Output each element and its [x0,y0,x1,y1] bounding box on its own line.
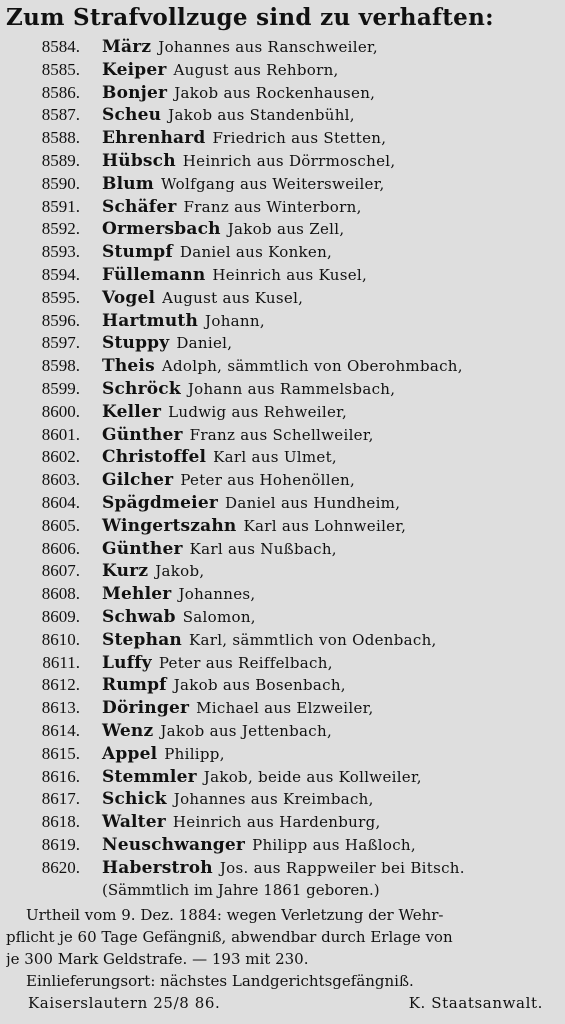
list-item [6,515,557,538]
entry-number: 8613. [41,698,80,718]
entry-details: Adolph, sämmtlich von Oberohmbach, [161,357,463,376]
entry-number: 8600. [41,401,80,421]
entry-details: August aus Kusel, [162,288,304,307]
entry-surname: Stemmler [102,766,197,787]
list-item [6,173,557,196]
entry-number: 8598. [41,356,80,376]
entry-surname: Hartmuth [102,310,199,331]
entry-number: 8593. [41,242,80,262]
entry-details: Jos. aus Rappweiler bei Bitsch. [219,858,465,877]
entry-surname: Schwab [102,606,176,627]
entry-number: 8585. [41,59,80,79]
entry-number: 8584. [41,37,80,56]
entry-number: 8608. [41,584,80,604]
entry-details: Daniel aus Konken, [179,243,333,262]
entry-details: Franz aus Winterborn, [183,197,362,216]
entry-surname: Bonjer [102,82,168,103]
list-item [6,150,557,173]
entry-details: August aus Rehborn, [173,60,339,79]
entry-surname: Luffy [102,652,152,673]
entry-surname: Theis [102,356,155,377]
entry-number: 8599. [41,378,80,398]
entry-surname: Mehler [102,584,172,605]
entry-surname: Schick [102,789,167,810]
entry-number: 8601. [41,424,80,444]
entry-surname: Günther [102,538,183,559]
entry-surname: Döringer [102,698,190,719]
entry-details: Heinrich aus Hardenburg, [172,813,381,832]
entry-details: Salomon, [182,607,256,626]
list-item [6,36,557,59]
entry-number: 8607. [41,561,80,581]
entry-number: 8588. [41,128,80,148]
list-item [6,834,557,857]
entry-surname: Wenz [102,720,154,741]
entry-number: 8591. [41,196,80,216]
entry-surname: Rumpf [102,675,167,696]
entry-surname: Schäfer [102,196,177,217]
list-item [6,241,557,264]
entry-number: 8594. [41,264,80,284]
entry-surname: Kurz [102,561,149,582]
list-item [6,606,557,629]
list-item [6,811,557,834]
entry-surname: Stumpf [102,242,173,263]
entry-details: Karl aus Lohnweiler, [243,516,407,535]
verdict-paragraph [6,904,557,992]
entry-number: 8612. [41,675,80,695]
entry-details: Johann, [205,311,265,330]
list-item [6,560,557,583]
list-item [6,196,557,219]
entry-number: 8602. [41,447,80,467]
birth-year-note: (Sämmtlich im Jahre 1861 geboren.) [102,881,380,900]
entry-number: 8603. [41,470,80,490]
entry-surname: Walter [102,812,166,833]
list-item [6,583,557,606]
entry-surname: Stephan [102,629,182,650]
list-item [6,697,557,720]
list-item [6,469,557,492]
entry-details: Daniel aus Hundheim, [225,493,401,512]
entry-details: Jakob, [155,562,205,581]
entry-surname: Keiper [102,59,167,80]
list-item [6,629,557,652]
entry-surname: März [102,37,152,57]
entry-surname: Keller [102,401,162,422]
entry-surname: Füllemann [102,264,206,285]
authority: K. Staatsanwalt. [408,994,543,1013]
verdict-line-3: je 300 Mark Geldstrafe. — 193 mit 230. [6,950,309,969]
entry-surname: Spägdmeier [102,492,218,513]
entry-details: Karl aus Nußbach, [189,539,337,558]
entry-surname: Blum [102,173,154,194]
entry-number: 8586. [41,82,80,102]
entry-surname: Appel [102,743,158,764]
entry-details: Heinrich aus Dörrmoschel, [182,151,396,170]
list-item [6,857,557,880]
entry-details: Peter aus Reiffelbach, [158,653,333,672]
entry-number: 8604. [41,492,80,512]
entry-details: Karl, sämmtlich von Odenbach, [188,630,437,649]
list-item [6,127,557,150]
list-item [6,218,557,241]
entry-surname: Wingertszahn [102,515,237,536]
list-item [6,766,557,789]
entry-details: Jakob aus Zell, [227,220,345,239]
entry-number: 8609. [41,606,80,626]
entry-surname: Ehrenhard [102,128,206,149]
entry-number: 8614. [41,720,80,740]
entry-surname: Gilcher [102,470,174,491]
list-item [6,424,557,447]
entry-surname: Haberstroh [102,857,213,878]
entry-number: 8611. [42,652,80,672]
entry-surname: Vogel [102,287,156,308]
entry-number: 8616. [41,766,80,786]
entry-surname: Ormersbach [102,219,221,240]
entry-details: Johannes, [178,585,256,604]
list-item [6,82,557,105]
entry-surname: Neuschwanger [102,834,246,855]
entry-details: Johannes aus Kreimbach, [173,790,374,809]
entry-number: 8587. [41,105,80,125]
entry-details: Philipp aus Haßloch, [252,835,416,854]
entry-surname: Schröck [102,378,181,399]
entry-details: Jakob, beide aus Kollweiler, [203,767,422,786]
entry-number: 8605. [41,515,80,535]
entry-number: 8590. [41,173,80,193]
list-item [6,264,557,287]
entry-surname: Hübsch [102,150,176,171]
verdict-line-2: pflicht je 60 Tage Gefängniß, abwendbar durch Erlage von [6,928,453,947]
entry-surname: Christoffel [102,447,207,468]
list-item [6,310,557,333]
document-heading: Zum Strafvollzuge sind zu verhaften: [6,4,494,31]
list-item [6,59,557,82]
list-item [6,743,557,766]
entry-details: Peter aus Hohenöllen, [180,471,356,490]
entry-details: Johannes aus Ranschweiler, [158,38,378,56]
list-item [6,720,557,743]
entry-number: 8619. [41,834,80,854]
entry-details: Jakob aus Standenbühl, [168,106,355,125]
list-item [6,674,557,697]
entry-details: Heinrich aus Kusel, [212,265,368,284]
list-item [6,401,557,424]
entry-details: Friedrich aus Stetten, [212,129,387,148]
entry-details: Jakob aus Bosenbach, [173,676,346,695]
entry-surname: Scheu [102,105,162,126]
list-item [6,538,557,561]
entry-number: 8592. [41,219,80,239]
list-item [6,332,557,355]
entry-details: Philipp, [164,744,225,763]
place-date: Kaiserslautern 25/8 86. [28,994,221,1013]
entry-number: 8589. [41,150,80,170]
entry-details: Wolfgang aus Weitersweiler, [160,174,385,193]
signature-line [6,992,557,1014]
entry-number: 8618. [41,812,80,832]
list-item [6,287,557,310]
entry-number: 8606. [41,538,80,558]
list-item [6,652,557,675]
entry-details: Jakob aus Rockenhausen, [174,83,376,102]
list-item [6,104,557,127]
list-item [6,446,557,469]
entry-surname: Stuppy [102,333,170,354]
list-item [6,492,557,515]
entry-number: 8596. [41,310,80,330]
delivery-location: Einlieferungsort: nächstes Landgerichtsgefängniß. [26,972,414,991]
arrest-list [6,36,557,879]
list-item [6,355,557,378]
entry-details: Ludwig aus Rehweiler, [168,402,348,421]
entry-details: Jakob aus Jettenbach, [160,721,333,740]
verdict-line-1: Urtheil vom 9. Dez. 1884: wegen Verletzung der Wehr- [26,906,444,925]
entry-number: 8617. [41,789,80,809]
entry-number: 8610. [41,629,80,649]
list-item [6,788,557,811]
entry-number: 8597. [41,333,80,353]
entry-number: 8615. [41,743,80,763]
entry-number: 8595. [41,287,80,307]
entry-details: Johann aus Rammelsbach, [187,379,396,398]
entry-details: Franz aus Schellweiler, [189,425,374,444]
entry-number: 8620. [41,857,80,877]
entry-surname: Günther [102,424,183,445]
entry-details: Daniel, [176,334,233,353]
entry-details: Michael aus Elzweiler, [196,699,374,718]
entry-details: Karl aus Ulmet, [213,448,337,467]
list-item [6,378,557,401]
